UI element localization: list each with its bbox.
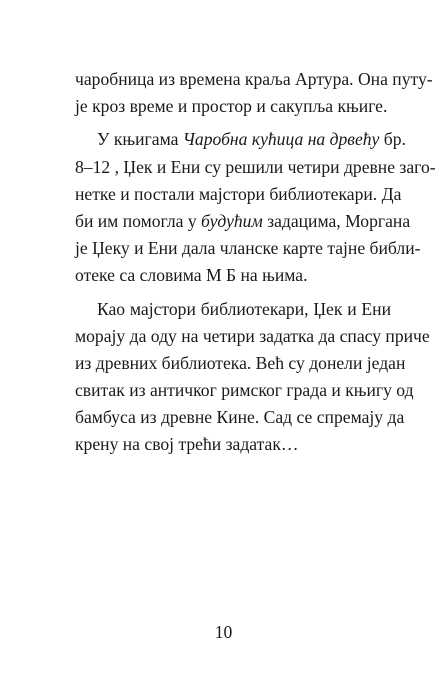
text-line: крену на свој трећи задатак… — [75, 434, 299, 455]
emphasized-word: будућим — [201, 210, 263, 231]
page-number: 10 — [214, 622, 233, 642]
text-line: би им помогла у будућим задацима, Моргана — [75, 210, 411, 231]
text-line: Као мајстори библиотекари, Џек и Ени — [97, 298, 391, 319]
text-line: је Џеку и Ени дала чланске карте тајне библи- — [75, 238, 421, 259]
text-line: чаробница из времена краља Артура. Она путу- — [75, 69, 433, 89]
paragraph-missions — [75, 296, 430, 459]
paragraph-continuation — [75, 66, 433, 120]
paragraph-books-summary — [75, 126, 436, 289]
text-line: бамбуса из древне Кине. Сад се спремају да — [75, 407, 405, 428]
text-line: из древних библиотека. Већ су донели један — [75, 352, 406, 373]
text-line: У књигама Чаробна кућица на дрвећу бр. — [97, 129, 406, 150]
text-line: свитак из античког римског града и књигу од — [75, 380, 414, 401]
text-line: отеке са словима М Б на њима. — [75, 265, 308, 286]
text-line: је кроз време и простор и сакупља књиге. — [75, 96, 388, 117]
book-page-text — [75, 66, 436, 459]
text-line: 8–12 , Џек и Ени су решили четири древне заго- — [75, 156, 436, 177]
book-series-title: Чаробна кућица на дрвећу — [182, 129, 380, 150]
text-line: нетке и постали мајстори библиотекари. Да — [75, 183, 402, 204]
text-line: морају да оду на четири задатка да спасу приче — [75, 325, 430, 346]
